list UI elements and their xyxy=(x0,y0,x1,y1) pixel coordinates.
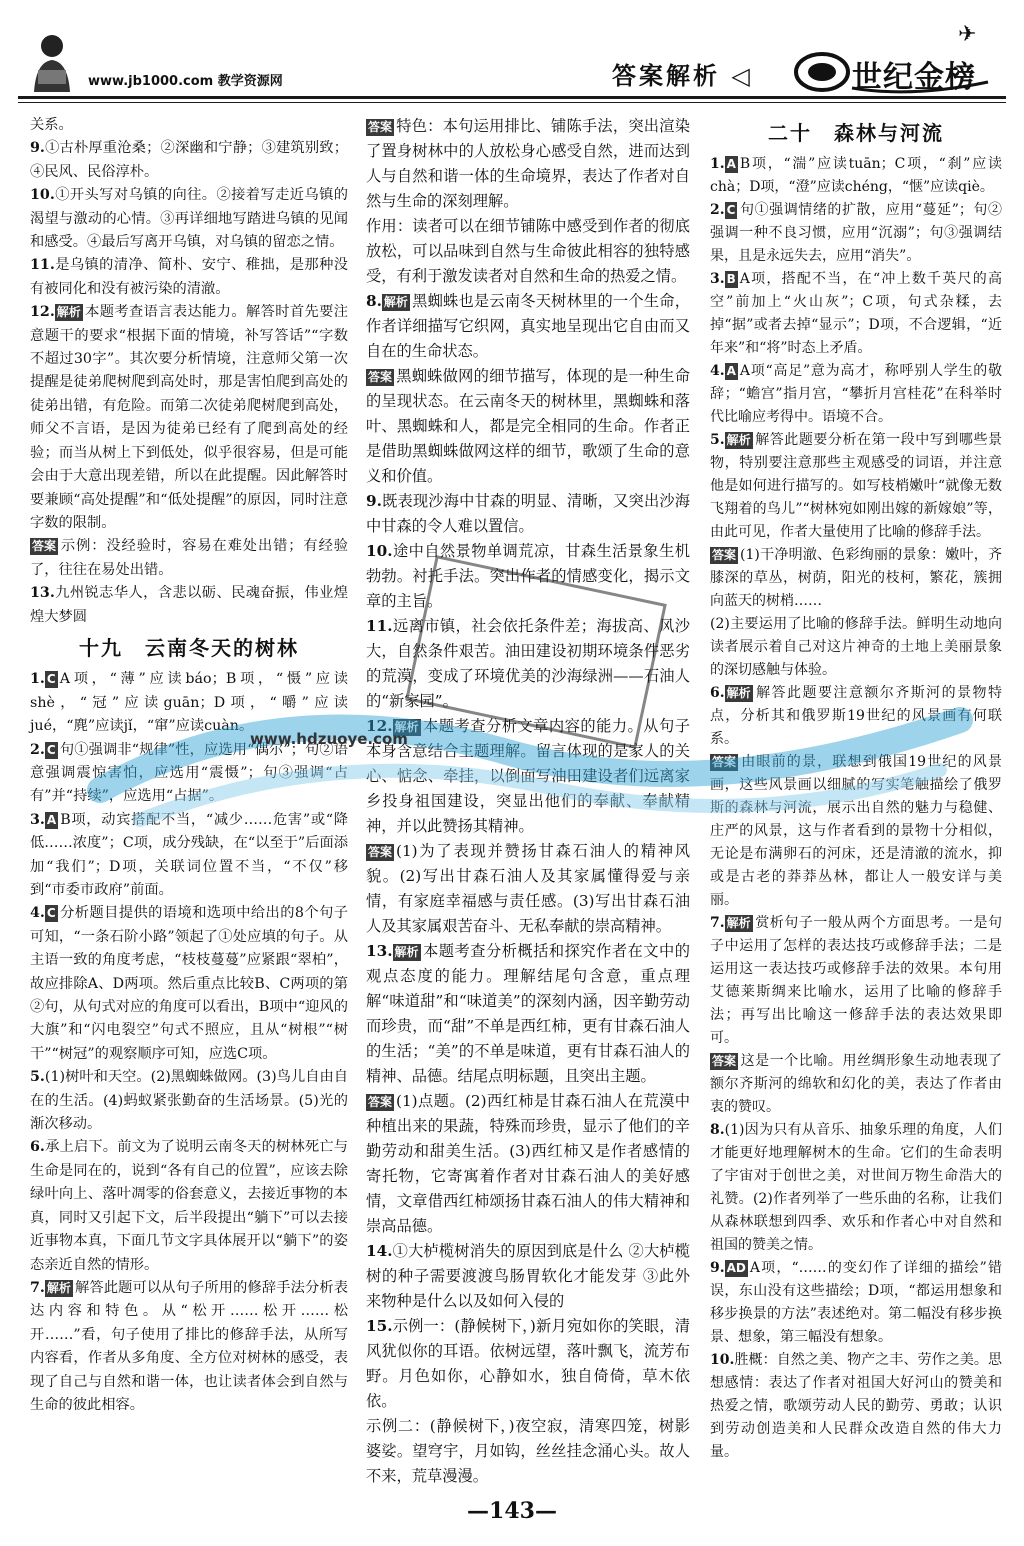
item-number: 6. xyxy=(30,1139,45,1156)
answer-tag: C xyxy=(46,672,56,687)
answer-tag: 解析 xyxy=(726,433,751,447)
item-number: 10. xyxy=(710,1352,735,1368)
answer-item xyxy=(30,739,348,809)
answer-tag: 答案 xyxy=(368,120,393,134)
answer-item xyxy=(366,1089,690,1239)
item-text: 作用：读者可以在细节铺陈中感受到作者的彻底放松，可以品味到自然与生命彼此相容的独特感受，有利于激发读者对自然和生命的热爱之情。 xyxy=(366,217,690,285)
answer-item xyxy=(366,289,690,364)
answer-item xyxy=(30,114,348,137)
answer-item xyxy=(366,1414,690,1489)
item-text: 黑蜘蛛做网的细节描写，体现的是一种生命的呈现状态。在云南冬天的树林里，黑蜘蛛和落叶、黑蜘蛛和人，都是完全相同的生命。作者正是借助黑蜘蛛做网这样的细节，歌颂了生命的意义和价值。 xyxy=(366,367,690,485)
item-text: 示例：没经验时，容易在难处出错；有经验了，往往在易处出错。 xyxy=(30,538,348,578)
item-number: 4. xyxy=(710,363,725,379)
item-text: A项“高足”意为高才，称呼别人学生的敬辞；“蟾宫”指月宫，“攀折月宫桂花”在科举时代比喻应考得中。语境不合。 xyxy=(710,363,1002,425)
column-middle xyxy=(366,114,690,1489)
item-text: 句①强调情绪的扩散，应用“蔓延”；句②强调一种不良习惯，应用“沉溺”；句③强调结果，且是永远失去，应用“消失”。 xyxy=(710,202,1002,264)
answer-item xyxy=(710,751,1002,912)
item-text: 解答此题要注意额尔齐斯河的景物特点，分析其和俄罗斯19世纪的风景画有何联系。 xyxy=(710,685,1002,747)
item-text: 分析题目提供的语境和选项中给出的8个句子可知，“一条石阶小路”领起了①处应填的句子。从主语一致的角度考虑，“枝枝蔓蔓”应紧跟“翠柏”，故应排除A、D两项。然后重点比较B、C两项的第②句，从句式对应的角度可以看出，B项中“迎风的大旗”和“闪电裂空”句式不照应，且从“树根”“树干”“树冠”的观察顺序可知，应选C项。 xyxy=(30,905,348,1062)
answer-tag: AD xyxy=(726,1261,746,1275)
item-text: 解答此题要分析在第一段中写到哪些景物，特别要注意那些主观感受的词语，并注意他是如何进行描写的。如写枝梢嫩叶“就像无数飞翔着的鸟儿”“树林宛如刚出嫁的新嫁娘”等，由此可见，作者大量使用了比喻的修辞手法。 xyxy=(710,432,1002,540)
item-text: 赏析句子一般从两个方面思考。一是句子中运用了怎样的表达技巧或修辞手法；二是运用这一表达技巧或修辞手法的效果。本句用艾德莱斯绸来比喻水，运用了比喻的修辞手法；再写出比喻这一修辞手法的表达效果即可。 xyxy=(710,915,1002,1046)
item-text: A项，搭配不当，在“冲上数千英尺的高空”前加上“火山灰”；C项，句式杂糅，去掉“据”或者去掉“显示”；D项，不合逻辑，“近年来”和“将”时态上矛盾。 xyxy=(710,271,1002,356)
item-text: 是乌镇的清净、简朴、安宁、稚拙，是那种没有被同化和没有被污染的清澈。 xyxy=(30,257,348,297)
page-number: —143— xyxy=(467,1498,557,1524)
item-number: 7. xyxy=(30,1279,45,1296)
item-text: 示例二：(静候树下，)夜空寂，清寒四笼，树影婆娑。望穹宇，月如钩，丝丝挂念涌心头。故人不来，荒草漫漫。 xyxy=(366,1417,690,1485)
page-header xyxy=(0,0,1024,112)
answer-item xyxy=(30,1066,348,1136)
item-number: 4. xyxy=(30,905,45,922)
answer-item xyxy=(710,429,1002,544)
answer-item xyxy=(366,714,690,839)
answer-tag: 解析 xyxy=(394,720,419,734)
answer-item xyxy=(366,839,690,939)
item-text: 特色：本句运用排比、铺陈手法，突出渲染了置身树林中的人放松身心感受自然，进而达到人与自然和谐一体的生命境界，表达了作者对自然与生命的深刻理解。 xyxy=(366,117,690,210)
answer-tag: 解析 xyxy=(394,945,419,959)
item-text: 句①强调非“规律”性，应选用“偶尔”；句②语意强调震惊害怕，应选用“震慑”；句③强调“占有”并“持续”，应选用“占据”。 xyxy=(30,741,348,805)
answer-item xyxy=(30,668,348,738)
item-text: 关系。 xyxy=(30,117,73,133)
answer-item xyxy=(710,1257,1002,1349)
item-text: 既表现沙海中甘森的明显、清晰，又突出沙海中甘森的令人难以置信。 xyxy=(366,492,690,535)
item-number: 11. xyxy=(30,257,55,274)
item-text: B项，“湍”应读tuān；C项，“刹”应读chà；D项，“澄”应读chéng，“惬”应读qiè。 xyxy=(710,156,1002,195)
answer-item xyxy=(366,364,690,489)
item-text: B项，动宾搭配不当，“减少……危害”或“降低……浓度”；C项，成分残缺，在“以至于”后面添加“我们”；D项，关联词位置不当，“不仅”移到“市委市政府”前面。 xyxy=(30,811,348,898)
item-number: 6. xyxy=(710,685,725,701)
answer-tag: 解析 xyxy=(383,295,408,309)
answer-item xyxy=(30,809,348,903)
answer-item xyxy=(366,1239,690,1314)
item-number: 15. xyxy=(366,1317,393,1335)
answer-item xyxy=(30,1136,348,1276)
column-right xyxy=(710,114,1002,1464)
answer-item xyxy=(30,582,348,629)
section-title: 十九 云南冬天的树林 xyxy=(79,635,299,660)
answer-item xyxy=(30,184,348,254)
answer-tag: 答案 xyxy=(712,548,737,562)
item-number: 3. xyxy=(710,271,725,287)
arrow-left-icon: ◁ xyxy=(731,62,753,90)
answer-tag: 答案 xyxy=(712,755,737,769)
item-text: (1)树叶和天空。(2)黑蜘蛛做网。(3)鸟儿自由自在的生活。(4)蚂蚁紧张勤奋的生活场景。(5)光的渐次移动。 xyxy=(30,1069,348,1133)
answer-tag: A xyxy=(46,812,57,827)
answer-item xyxy=(366,114,690,214)
item-number: 10. xyxy=(30,187,55,204)
answer-tag: B xyxy=(726,272,736,286)
item-text: 本题考查分析文章内容的能力。从句子本身含意结合主题理解。留言体现的是家人的关心、惦念、牵挂，以倒面写油田建设者们远离家乡投身祖国建设，突显出他们的奉献、奉献精神，并以此赞扬其精神。 xyxy=(366,717,690,835)
answer-title xyxy=(612,56,753,91)
answer-item xyxy=(710,1050,1002,1119)
answer-item xyxy=(710,613,1002,682)
item-text: A项，“……的变幻作了详细的描绘”错误，东山没有这些描绘；D项，“都运用想象和移步换景的方法”表述绝对。第二幅没有移步换景、想象，第三幅没有想象。 xyxy=(710,1260,1002,1345)
answer-item xyxy=(710,268,1002,360)
answer-item xyxy=(710,153,1002,199)
item-number: 14. xyxy=(366,1242,393,1260)
item-text: (1)为了表现并赞扬甘森石油人的精神风貌。(2)写出甘森石油人及其家属懂得爱与亲情，有家庭幸福感与责任感。(3)写出甘森石油人及其家属艰苦奋斗、无私奉献的崇高精神。 xyxy=(366,842,690,935)
item-number: 2. xyxy=(30,741,45,758)
site-url: www.jb1000.com 教学资源网 xyxy=(88,74,283,89)
item-text: 九州锐志华人，含悲以砺、民魂奋振，伟业煌煌大梦圆 xyxy=(30,585,348,625)
item-text: 这是一个比喻。用丝绸形象生动地表现了额尔齐斯河的绵软和幻化的美，表达了作者由衷的赞叹。 xyxy=(710,1053,1002,1115)
answer-item xyxy=(366,214,690,289)
item-number: 13. xyxy=(366,942,393,960)
answer-tag: 答案 xyxy=(368,1095,393,1109)
header-rule xyxy=(18,96,1006,99)
item-number: 8. xyxy=(710,1122,725,1138)
section-title: 二十 森林与河流 xyxy=(768,121,944,145)
item-text: A项，“薄”应读báo；B项，“慑”应读shè，“冠”应读guān；D项，“嚼”应读jué，“麂”应读jǐ，“窜”应读cuàn。 xyxy=(30,671,348,735)
student-reading-logo-icon xyxy=(24,30,80,94)
answer-tag: 答案 xyxy=(712,1054,737,1068)
answer-item xyxy=(710,544,1002,613)
item-text: 黑蜘蛛也是云南冬天树林里的一个生命，作者详细描写它织网，真实地呈现出它自由而又自在的生命状态。 xyxy=(366,292,690,360)
answer-item xyxy=(710,1119,1002,1257)
item-number: 9. xyxy=(710,1260,725,1276)
answer-tag: 解析 xyxy=(56,305,81,320)
item-text: 承上启下。前文为了说明云南冬天的树林死亡与生命是同在的，说到“各有自己的位置”，应该去除绿叶向上、落叶凋零的俗套意义，去接近事物的本真，同时又引起下文，后半段提出“躺下”可以去接近事物本真，下面几节文字具体展开以“躺下”的姿态亲近自然的情形。 xyxy=(30,1139,348,1273)
item-text: 解答此题可以从句子所用的修辞手法分析表达内容和特色。从“松开……松开……松开……”看，句子使用了排比的修辞手法，从所写内容看，作者从多角度、全方位对树林的感受，表现了自己与自然和谐一体，也让读者体会到自然与生命的彼此相容。 xyxy=(30,1279,348,1413)
item-number: 1. xyxy=(710,156,725,172)
item-text: (1)因为只有从音乐、抽象乐理的角度，人们才能更好地理解树木的生命。它们的生命表明了宇宙对于创世之美，对世间万物生命浩大的礼赞。(2)作者列举了一些乐曲的名称，让我们从森林联想到四季、欢乐和作者心中对自然和祖国的赞美之情。 xyxy=(710,1122,1002,1253)
answer-tag: 答案 xyxy=(368,845,393,859)
answer-item xyxy=(710,1349,1002,1464)
item-text: 远离市镇，社会依托条件差；海拔高、风沙大，自然条件艰苦。油田建设初期环境条件恶劣的荒漠，变成了环境优美的沙海绿洲——石油人的“新家园”。 xyxy=(366,617,690,710)
answer-tag: 答案 xyxy=(368,370,393,384)
item-text: 由眼前的景，联想到俄国19世纪的风景画，这些风景画以细腻的写实笔触描绘了俄罗斯的森林与河流，展示出自然的魅力与稳健、庄严的风景，这与作者看到的景物十分相似，无论是布满卵石的河床，还是清澈的流水，抑或是古老的莽莽丛林，都让人一般安详与美丽。 xyxy=(710,754,1002,908)
answer-item xyxy=(366,1314,690,1414)
answer-tag: C xyxy=(46,906,56,921)
item-text: 胜概：自然之美、物产之丰、劳作之美。思想感情：表达了作者对祖国大好河山的赞美和热爱之情，歌颂劳动人民的勤劳、勇敢；认识到劳动创造美和人民群众改造自然的伟大力量。 xyxy=(710,1352,1002,1460)
item-number: 9. xyxy=(30,140,45,157)
header-rule-thin xyxy=(18,102,1006,103)
answer-title-text: 答案解析 xyxy=(612,62,720,90)
item-text: ①大栌榄树消失的原因到底是什么 ②大栌榄树的种子需要渡渡鸟肠胃软化才能发芽 ③此外来物种是什么以及如何入侵的 xyxy=(366,1242,690,1310)
answer-item xyxy=(30,535,348,582)
answer-tag: C xyxy=(46,742,56,757)
answer-item xyxy=(710,682,1002,751)
answer-tag: A xyxy=(726,364,736,378)
answer-tag: A xyxy=(726,157,736,171)
answer-tag: 解析 xyxy=(46,1280,71,1295)
item-text: (2)主要运用了比喻的修辞手法。鲜明生动地向读者展示着自己对这片神奇的土地上美丽景象的深切感触与体验。 xyxy=(710,616,1002,678)
item-text: 本题考查分析概括和探究作者在文中的观点态度的能力。理解结尾句含意，重点理解“味道甜”和“味道美”的深刻内涵，因辛勤劳动而珍贵，而“甜”不单是西红柿，更有甘森石油人的生活；“美”的不单是味道，更有甘森石油人的精神、品德。结尾点明标题，且突出主题。 xyxy=(366,942,690,1085)
item-text: ①古朴厚重沧桑；②深幽和宁静；③建筑别致；④民风、民俗淳朴。 xyxy=(30,140,348,180)
brand-name: 世纪金榜 xyxy=(852,60,976,95)
item-number: 5. xyxy=(710,432,725,448)
answer-item xyxy=(30,902,348,1066)
item-number: 13. xyxy=(30,585,55,602)
answer-item xyxy=(30,1277,348,1417)
item-number: 11. xyxy=(366,617,393,635)
item-number: 12. xyxy=(30,304,55,321)
item-number: 12. xyxy=(366,717,393,735)
answer-item xyxy=(710,912,1002,1050)
answer-item xyxy=(30,137,348,184)
item-text: (1)干净明澈、色彩绚丽的景象：嫩叶，齐膝深的草丛，树荫，阳光的枝柯，繁花，簇拥向蓝天的树梢…… xyxy=(710,547,1002,609)
item-number: 10. xyxy=(366,542,393,560)
watermark-url: www.hdzuoye.com xyxy=(250,730,408,748)
answer-tag: 解析 xyxy=(726,916,751,930)
answer-item xyxy=(710,199,1002,268)
item-number: 1. xyxy=(30,671,45,688)
item-number: 9. xyxy=(366,492,382,510)
item-number: 7. xyxy=(710,915,725,931)
item-text: (1)点题。(2)西红柿是甘森石油人在荒漠中种植出来的果蔬，特殊而珍贵，显示了他们的辛勤劳动和甜美生活。(3)西红柿又是作者感情的寄托物，它寄寓着作者对甘森石油人的美好感情，文章借西红柿颂扬甘森石油人的伟大精神和崇高品德。 xyxy=(366,1092,690,1235)
item-number: 8. xyxy=(366,292,382,310)
answer-tag: C xyxy=(726,203,736,217)
answer-item xyxy=(366,489,690,539)
answer-item xyxy=(30,301,348,535)
answer-item xyxy=(710,360,1002,429)
column-left xyxy=(30,114,348,1417)
answer-tag: 解析 xyxy=(726,686,751,700)
item-text: 示例一：(静候树下，)新月宛如你的笑眼，清风犹似你的耳语。依树远望，落叶飘飞，流芳布野。月色如你，心静如水，独自倚倚，草木依依。 xyxy=(366,1317,690,1410)
bird-icon: ✈ xyxy=(958,22,977,47)
answer-item xyxy=(366,939,690,1089)
item-text: ①开头写对乌镇的向往。②接着写走近乌镇的渴望与激动的心情。③再详细地写踏进乌镇的见闻和感受。④最后写离开乌镇，对乌镇的留恋之情。 xyxy=(30,187,348,251)
answer-item xyxy=(30,254,348,301)
item-number: 3. xyxy=(30,811,45,828)
item-text: 本题考查语言表达能力。解答时首先要注意题干的要求“根据下面的情境，补写答话”“字数不超过30字”。其次要分析情境，注意师父第一次提醒是徒弟爬树爬到高处时，那是害怕爬到高处的徒弟出错，有危险。而第二次徒弟爬树爬到高处，师父不言语，是因为徒弟已经有了爬到高处的经验；而当从树上下到低处，似乎很容易，但是可能会由于大意出现差错，所以在此提醒。因此解答时要兼顾“高处提醒”和“低处提醒”的原因，同时注意字数的限制。 xyxy=(30,304,348,531)
answer-tag: 答案 xyxy=(32,539,57,554)
item-number: 5. xyxy=(30,1069,45,1086)
item-text: 途中自然景物单调荒凉，甘森生活景象生机勃勃。衬托手法。突出作者的情感变化，揭示文章的主旨。 xyxy=(366,542,690,610)
item-number: 2. xyxy=(710,202,725,218)
